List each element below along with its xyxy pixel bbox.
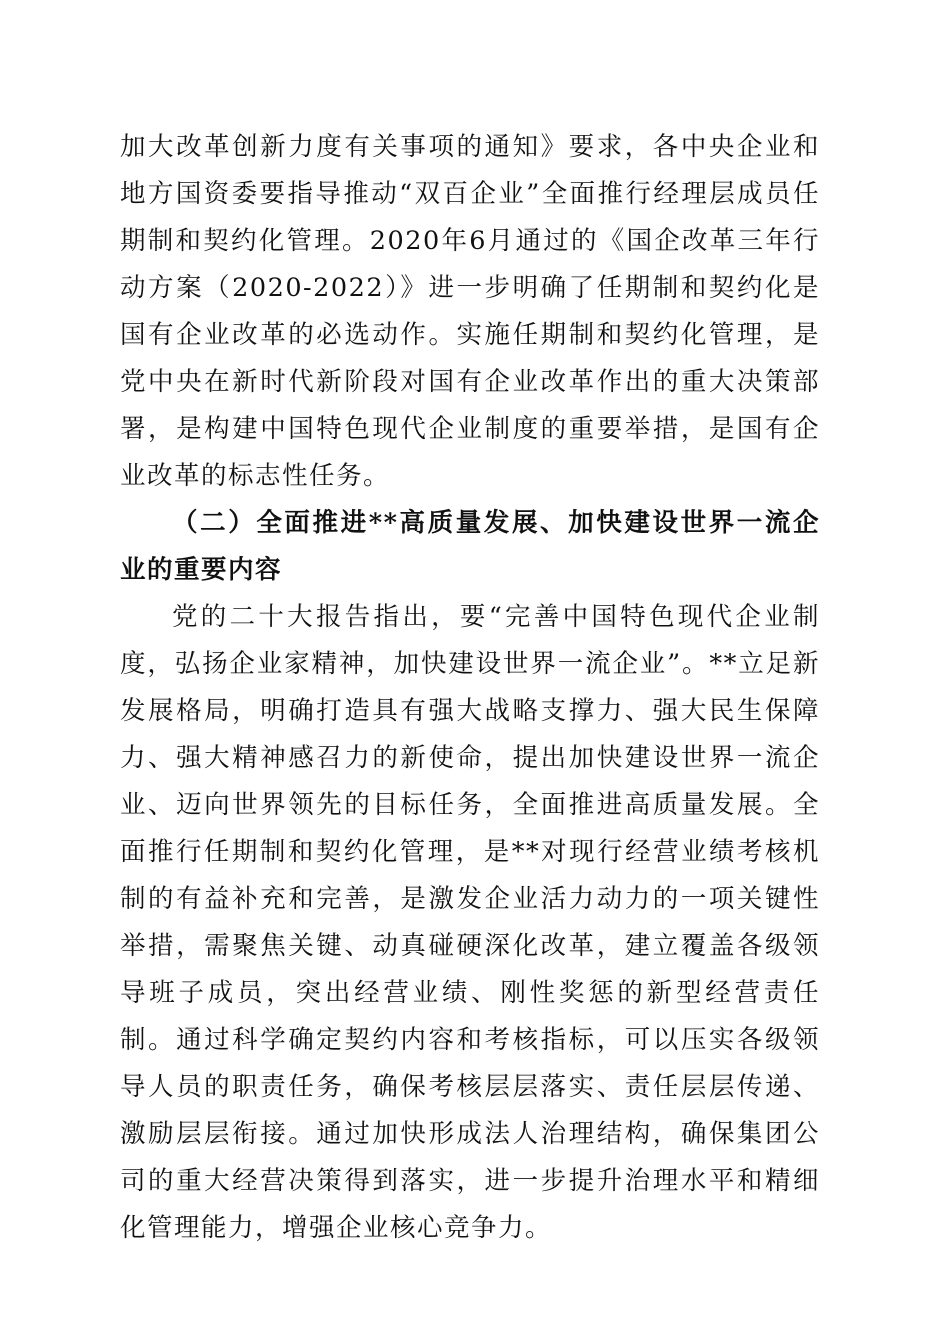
document-body	[120, 124, 820, 1252]
paragraph-policy-background: 加大改革创新力度有关事项的通知》要求，各中央企业和地方国资委要指导推动“双百企业”全面推行经理层成员任期制和契约化管理。2020年6月通过的《国企改革三年行动方案（2020-2022）》进一步明确了任期制和契约化是国有企业改革的必选动作。实施任期制和契约化管理，是党中央在新时代新阶段对国有企业改革作出的重大决策部署，是构建中国特色现代企业制度的重要举措，是国有企业改革的标志性任务。	[120, 132, 820, 491]
paragraph-high-quality-development: 党的二十大报告指出，要“完善中国特色现代企业制度，弘扬企业家精神，加快建设世界一流企业”。**立足新发展格局，明确打造具有强大战略支撑力、强大民生保障力、强大精神感召力的新使命，提出加快建设世界一流企业、迈向世界领先的目标任务，全面推进高质量发展。全面推行任期制和契约化管理，是**对现行经营业绩考核机制的有益补充和完善，是激发企业活力动力的一项关键性举措，需聚焦关键、动真碰硬深化改革，建立覆盖各级领导班子成员，突出经营业绩、刚性奖惩的新型经营责任制。通过科学确定契约内容和考核指标，可以压实各级领导人员的职责任务，确保考核层层落实、责任层层传递、激励层层衔接。通过加快形成法人治理结构，确保集团公司的重大经营决策得到落实，进一步提升治理水平和精细化管理能力，增强企业核心竞争力。	[120, 602, 820, 1243]
section-heading-2: （二）全面推进**高质量发展、加快建设世界一流企业的重要内容	[120, 508, 820, 585]
